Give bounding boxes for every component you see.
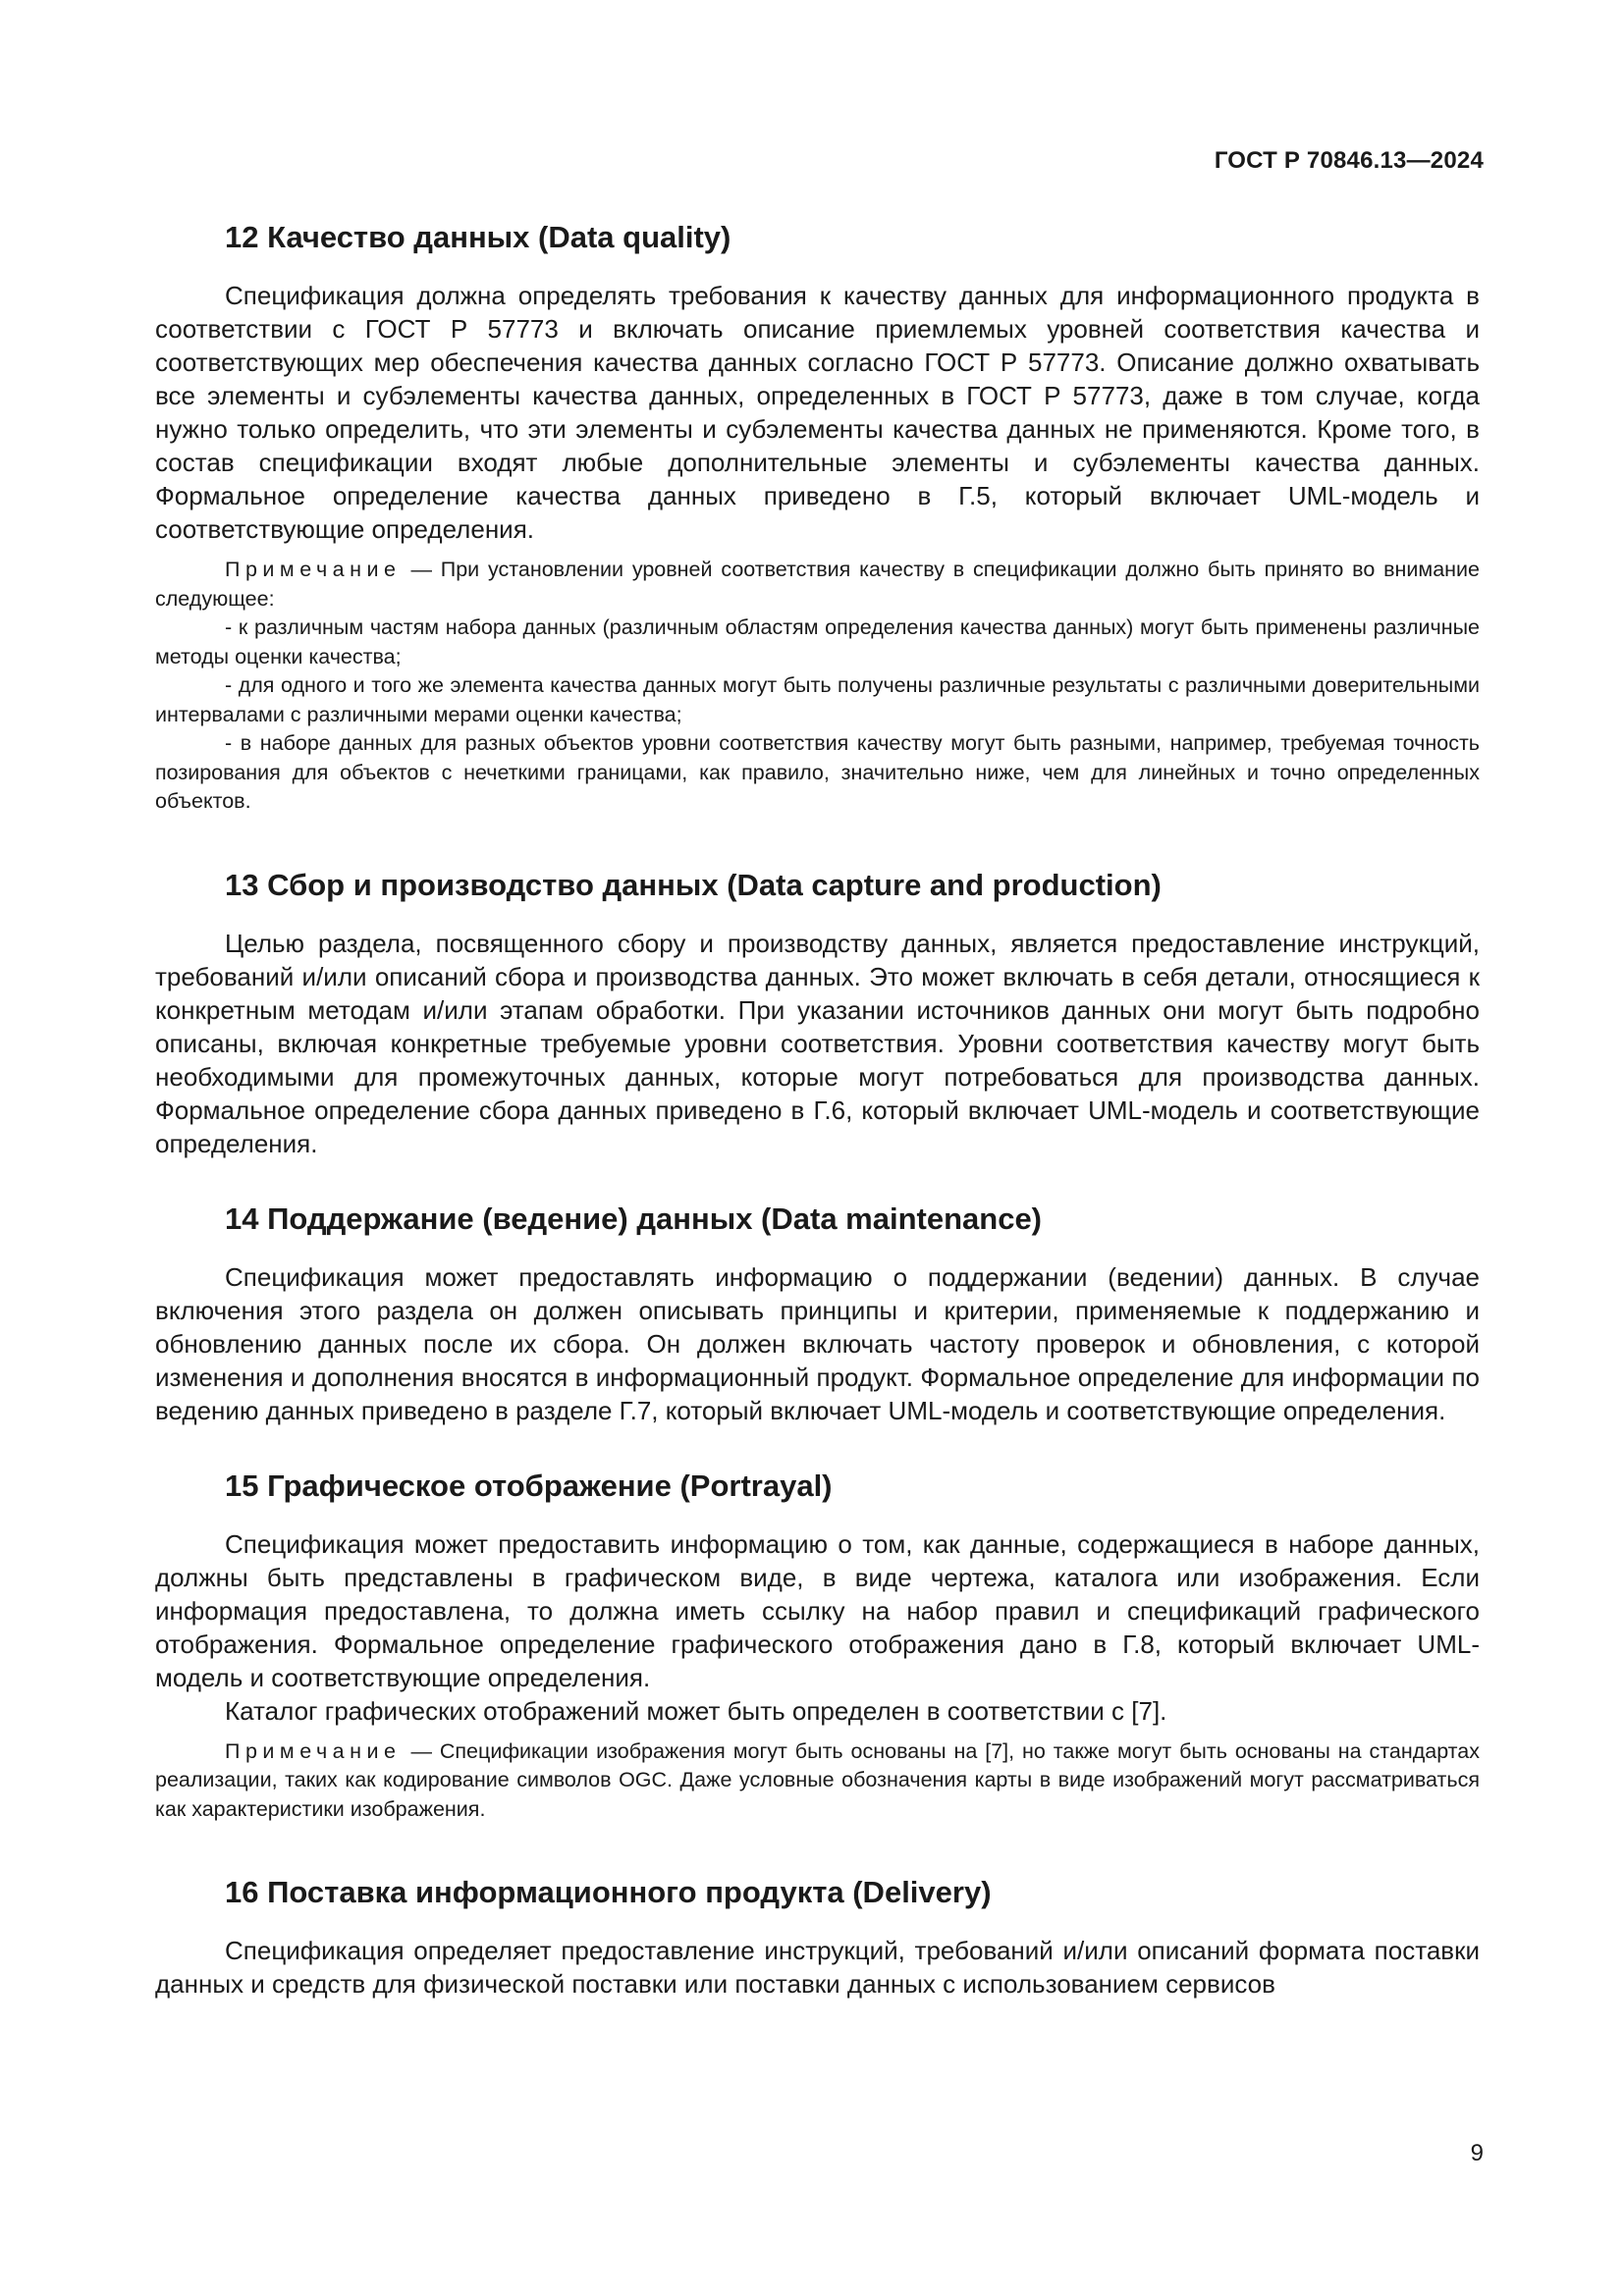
section-title: 16 Поставка информационного продукта (Delivery) [225,1875,992,1909]
page-number: 9 [1470,2140,1484,2166]
note-label: Примечание [225,1738,402,1763]
note-block [155,556,1480,817]
note-list-item: - к различным частям набора данных (различным областям определения качества данных) могут быть применены различные методы оценки качества; [155,615,1480,668]
section-title: 13 Сбор и производство данных (Data capture and production) [225,867,1162,902]
section-title: 14 Поддержание (ведение) данных (Data maintenance) [225,1201,1043,1236]
paragraph: Спецификация может предоставлять информацию о поддержании (ведении) данных. В случае включения этого раздела он должен описывать принципы и критерии, применяемые к поддержанию и обновлению данных после их сбора. Он должен включать частоту проверок и обновления, с которой изменения и дополнения вносятся в информационный продукт. Формальное определение для информации по ведению данных приведено в разделе Г.7, который включает UML-модель и соответствующие определения. [155,1261,1480,1425]
note-intro [155,556,1480,614]
section-15 [155,1467,1480,1825]
paragraph: Каталог графических отображений может быть определен в соответствии с [7]. [225,1695,1167,1726]
note-list-item: - в наборе данных для разных объектов уровни соответствия качеству могут быть разными, например, требуемая точность позирования для объектов с нечеткими границами, как правило, значительно ниже, чем для линейных и точно определенных объектов. [155,731,1480,813]
page-content [155,218,1480,2001]
section-13 [155,866,1480,1160]
section-16 [155,1873,1480,2001]
note-block [155,1737,1480,1825]
paragraph: Спецификация может предоставить информацию о том, как данные, содержащиеся в наборе данных, должны быть представлены в графическом виде, в виде чертежа, каталога или изображения. Если информация предоставлена, то должна иметь ссылку на набор правил и спецификаций графического отображения. Формальное определение графического отображения дано в Г.8, который включает UML-модель и соответствующие определения. [155,1528,1480,1692]
section-12 [155,218,1480,817]
note-label: Примечание [225,558,402,581]
section-title: 12 Качество данных (Data quality) [225,220,731,254]
paragraph: Целью раздела, посвященного сбору и производству данных, является предоставление инструкций, требований и/или описаний сбора и производства данных. Это может включать в себя детали, относящиеся к конкретным методам и/или этапам обработки. При указании источников данных они могут быть подробно описаны, включая конкретные требуемые уровни соответствия. Уровни соответствия качеству могут быть необходимыми для промежуточных данных, которые могут потребоваться для производства данных. Формальное определение сбора данных приведено в Г.6, который включает UML-модель и соответствующие определения. [155,928,1480,1158]
note-text: — При установлении уровней соответствия качеству в спецификации должно быть принято во внимание следующее: [155,558,1480,611]
note-text: — Спецификации изображения могут быть основаны на [7], но также могут быть основаны на стандартах реализации, таких как кодирование символов OGC. Даже условные обозначения карты в виде изображений могут рассматриваться как характеристики изображения. [155,1738,1480,1821]
section-14 [155,1200,1480,1427]
note-intro [155,1737,1480,1825]
document-standard-number: ГОСТ Р 70846.13—2024 [1214,147,1484,174]
paragraph: Спецификация должна определять требования к качеству данных для информационного продукта в соответствии с ГОСТ Р 57773 и включать описание приемлемых уровней соответствия качества и соответствующих мер обеспечения качества данных согласно ГОСТ Р 57773. Описание должно охватывать все элементы и субэлементы качества данных, определенных в ГОСТ Р 57773, даже в том случае, когда нужно только определить, что эти элементы и субэлементы качества данных не применяются. Кроме того, в состав спецификации входят любые дополнительные элементы и субэлементы качества данных. Формальное определение качества данных приведено в Г.5, который включает UML-модель и соответствующие определения. [155,281,1480,544]
note-list-item: - для одного и того же элемента качества данных могут быть получены различные результаты с различными доверительными интервалами с различными мерами оценки качества; [155,673,1480,726]
section-title: 15 Графическое отображение (Portrayal) [225,1468,833,1503]
paragraph: Спецификация определяет предоставление инструкций, требований и/или описаний формата поставки данных и средств для физической поставки или поставки данных с использованием сервисов [155,1936,1480,1999]
